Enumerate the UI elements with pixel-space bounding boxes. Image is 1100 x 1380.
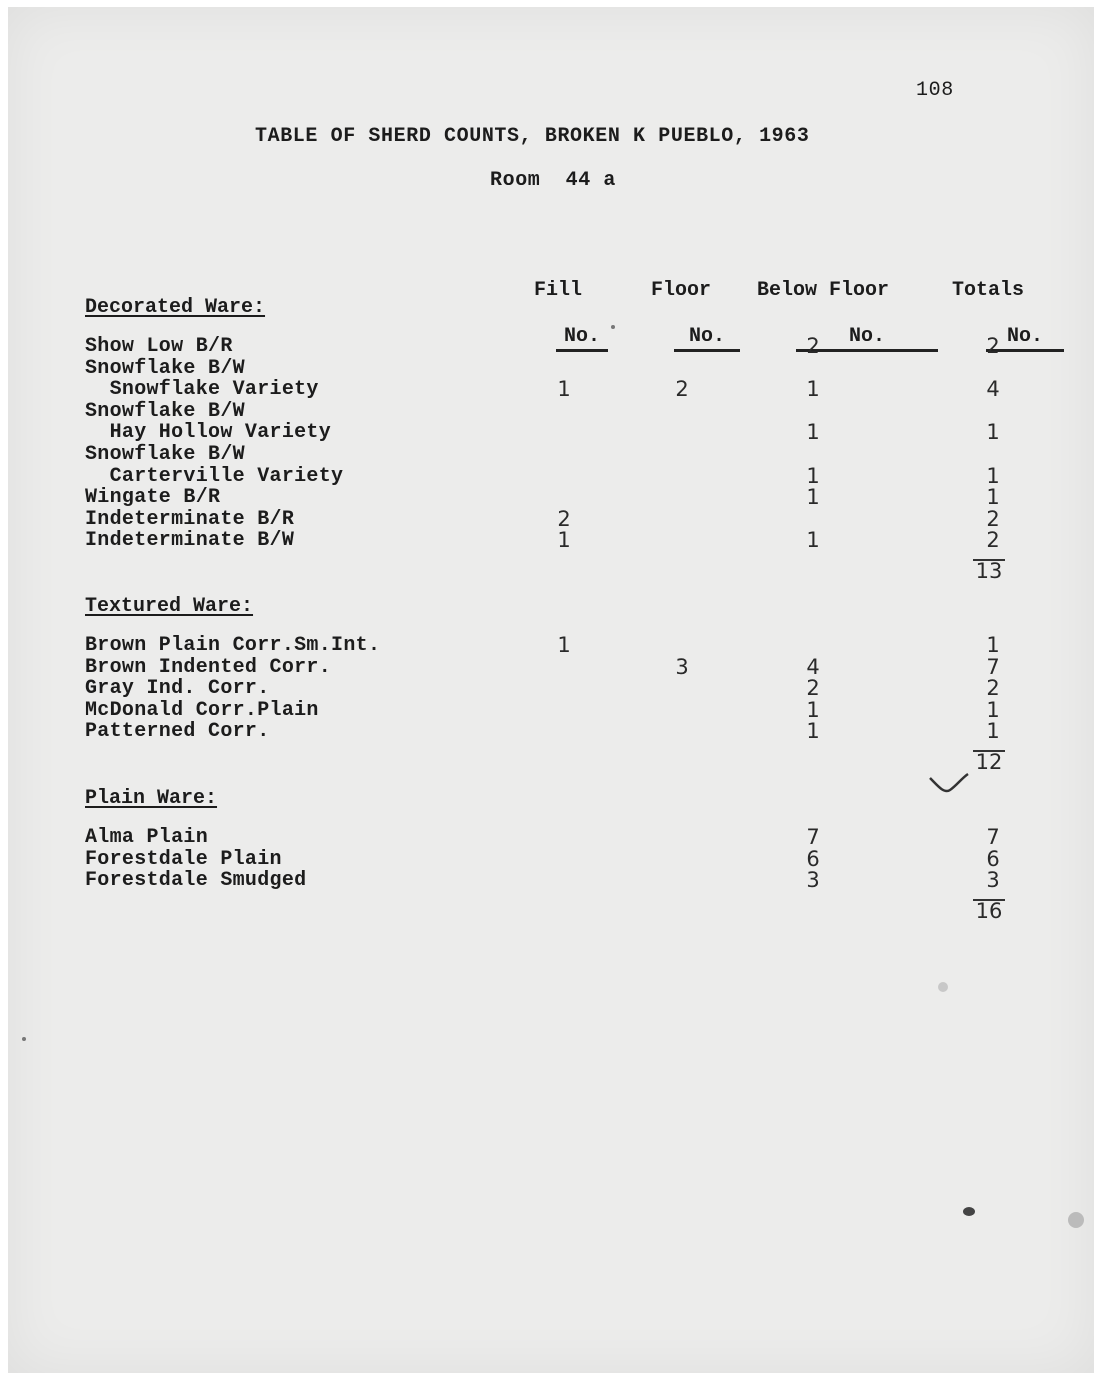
col-header-below-floor-unit: No.: [796, 325, 938, 352]
cell-below: 6: [806, 846, 820, 871]
row-label: Hay Hollow Variety: [85, 421, 332, 445]
cell-floor: 3: [675, 654, 689, 679]
col-header-floor-unit: No.: [674, 325, 740, 352]
sum-textured-value: 12: [973, 750, 1006, 772]
scan-speck: [22, 1037, 26, 1041]
cell-total: 1: [986, 420, 1000, 445]
cell-fill: 1: [557, 528, 571, 553]
sum-decorated-value: 13: [973, 559, 1006, 581]
cell-below: 1: [806, 528, 820, 553]
col-header-fill-name: Fill: [533, 279, 582, 302]
cell-below: 1: [806, 485, 820, 510]
row-label: Indeterminate B/R: [85, 507, 295, 531]
row-label: Forestdale Plain: [85, 847, 282, 871]
row-label: Forestdale Smudged: [85, 869, 307, 893]
section-heading-plain: Plain Ware:: [85, 787, 218, 810]
cell-total: 2: [986, 334, 1000, 358]
cell-below: 7: [806, 825, 820, 849]
document-page: [8, 7, 1094, 1373]
col-header-floor-name: Floor: [650, 279, 711, 302]
scan-speck: [963, 1207, 975, 1216]
cell-below: 2: [806, 334, 820, 358]
sum-plain-value: 16: [973, 899, 1006, 921]
scan-speck: [611, 325, 615, 329]
cell-below: 1: [806, 420, 820, 445]
row-label: Alma Plain: [85, 826, 209, 849]
cell-below: 3: [806, 868, 820, 893]
row-label: Snowflake B/W: [85, 399, 245, 423]
row-label: Brown Indented Corr.: [85, 655, 332, 679]
scan-speck: [1068, 1212, 1084, 1228]
row-label: Patterned Corr.: [85, 720, 270, 744]
col-header-totals-name: Totals: [951, 279, 1024, 302]
scan-speck: [938, 982, 948, 992]
row-label: Indeterminate B/W: [85, 529, 295, 553]
cell-fill: 1: [557, 377, 571, 402]
cell-total: 1: [986, 719, 1000, 744]
row-label: Show Low B/R: [85, 335, 233, 358]
cell-total: 2: [986, 506, 1000, 531]
sum-plain: [969, 899, 1009, 923]
row-label: Snowflake B/W: [85, 443, 245, 466]
row-label: Brown Plain Corr.Sm.Int.: [85, 634, 381, 657]
col-header-floor: [626, 233, 736, 375]
cell-below: 4: [806, 654, 820, 679]
cell-total: 2: [986, 676, 1000, 701]
cell-below: 1: [806, 719, 820, 744]
row-label: McDonald Corr.Plain: [85, 698, 319, 722]
row-label: Snowflake B/W: [85, 356, 245, 380]
cell-total: 3: [986, 868, 1000, 893]
cell-below: 2: [806, 676, 820, 701]
sum-decorated: [969, 559, 1009, 583]
section-heading-decorated: Decorated Ware:: [85, 296, 266, 319]
cell-below: 1: [806, 377, 820, 402]
cell-total: 6: [986, 846, 1000, 871]
sum-textured: [969, 750, 1009, 774]
cell-total: 7: [986, 654, 1000, 679]
col-header-totals-unit: No.: [986, 325, 1064, 352]
page-title: TABLE OF SHERD COUNTS, BROKEN K PUEBLO, 1963: [255, 125, 810, 148]
check-mark-icon: [928, 772, 972, 798]
row-label: Wingate B/R: [85, 486, 221, 510]
cell-below: 1: [806, 463, 820, 488]
cell-total: 7: [986, 825, 1000, 849]
room-subtitle: Room 44 a: [490, 169, 617, 192]
page-number: 108: [916, 79, 954, 102]
cell-total: 1: [986, 633, 1000, 657]
cell-fill: 2: [557, 506, 571, 531]
col-header-fill: [508, 233, 608, 375]
cell-total: 1: [986, 463, 1000, 488]
cell-floor: 2: [675, 377, 689, 402]
section-heading-textured: Textured Ware:: [85, 595, 254, 618]
row-label: Carterville Variety: [85, 464, 344, 488]
row-label: Gray Ind. Corr.: [85, 677, 270, 701]
cell-total: 1: [986, 485, 1000, 510]
col-header-below-floor-name: Below Floor: [756, 279, 890, 302]
cell-below: 1: [806, 697, 820, 722]
row-label: Snowflake Variety: [85, 378, 319, 402]
cell-total: 4: [986, 377, 1000, 402]
cell-total: 2: [986, 528, 1000, 553]
cell-fill: 1: [557, 633, 571, 657]
cell-total: 1: [986, 697, 1000, 722]
col-header-fill-unit: No.: [556, 325, 608, 352]
